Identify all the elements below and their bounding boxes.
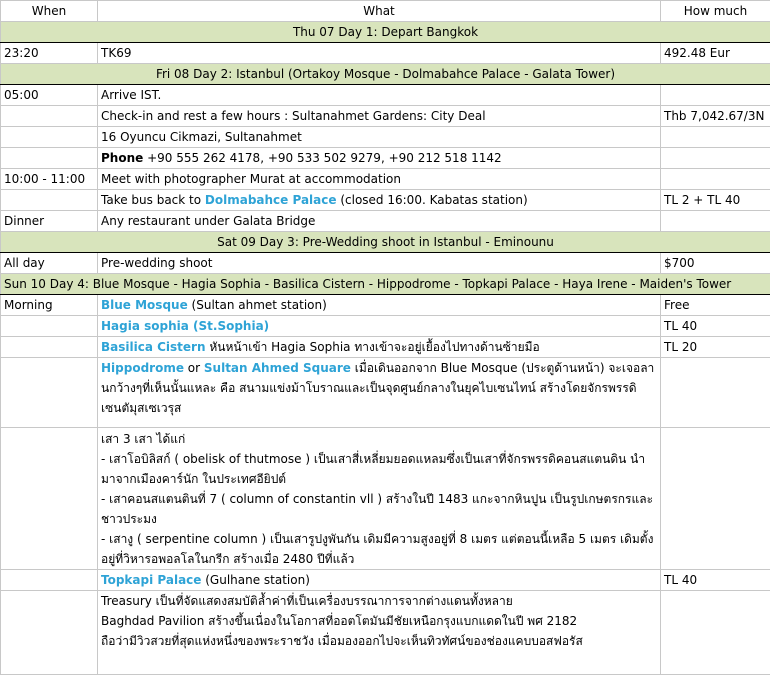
- blue-mosque-link[interactable]: Blue Mosque: [101, 298, 188, 312]
- table-row: [1, 190, 770, 211]
- text-post: เมื่อเดินออกจาก Blue Mosque (ประตูด้านหน้า) จะเจอลานกว้างๆที่เห็นนั้นแหละ คือ สนามแข่งม้าโบราณและเป็นจุดศูนย์กลางในยุคไบเซนไทน์ สร้างโดยจักรพรรดิเซนตัมุสเซเวรุส: [101, 361, 654, 415]
- text-post: หันหน้าเข้า Hagia Sophia ทางเข้าจะอยู่เยื้องไปทางด้านซ้ายมือ: [206, 340, 540, 354]
- table-row: [1, 570, 770, 591]
- cell-what[interactable]: [98, 591, 661, 675]
- cell-what[interactable]: [98, 295, 661, 316]
- day1-header-row: [1, 22, 770, 43]
- cell-what[interactable]: TK69: [98, 43, 661, 64]
- cell-cost[interactable]: 492.48 Eur: [661, 43, 770, 64]
- day3-header-row: [1, 232, 770, 253]
- cell-when[interactable]: [1, 358, 98, 428]
- cell-what[interactable]: [98, 148, 661, 169]
- cell-when[interactable]: [1, 190, 98, 211]
- cell-when[interactable]: 10:00 - 11:00: [1, 169, 98, 190]
- cell-what[interactable]: [98, 570, 661, 591]
- cell-when[interactable]: [1, 148, 98, 169]
- table-row: [1, 127, 770, 148]
- cell-what[interactable]: Pre-wedding shoot: [98, 253, 661, 274]
- cell-when[interactable]: [1, 316, 98, 337]
- cell-what[interactable]: Check-in and rest a few hours : Sultanahmet Gardens: City Deal: [98, 106, 661, 127]
- cell-when[interactable]: [1, 428, 98, 570]
- hippodrome-link[interactable]: Hippodrome: [101, 361, 184, 375]
- basilica-cistern-link[interactable]: Basilica Cistern: [101, 340, 206, 354]
- constantine-column-text: - เสาคอนสแตนตินที่ 7 ( column of constantin vll ) สร้างในปี 1483 แกะจากหินปูน เป็นรูปเกษตรกรและชาวประมง: [101, 489, 657, 529]
- table-row: [1, 428, 770, 570]
- cell-when[interactable]: All day: [1, 253, 98, 274]
- cell-cost[interactable]: [661, 85, 770, 106]
- cell-when[interactable]: [1, 570, 98, 591]
- cell-when[interactable]: [1, 106, 98, 127]
- obelisk-text: - เสาโอบิลิสก์ ( obelisk of thutmose ) เป็นเสาสี่เหลี่ยมยอดแหลมซึ่งเป็นเสาที่จักรพรรดิคอนสแตนดิน นำมาจากเมืองคาร์นัก ในประเทศอียิปต์: [101, 449, 657, 489]
- serpentine-column-text: - เสางู ( serpentine column ) เป็นเสารูปงูพันกัน เดิมมีความสูงอยู่ที่ 8 เมตร แต่ตอนนี้เหลือ 5 เมตร เดิมตั้งอยู่ที่วิหารอพอลโลในกรีก สร้างเมื่อ 2480 ปีที่แล้ว: [101, 529, 657, 569]
- cell-cost[interactable]: Thb 7,042.67/3N: [661, 106, 770, 127]
- text-mid: or: [184, 361, 204, 375]
- cell-cost[interactable]: Free: [661, 295, 770, 316]
- cell-when[interactable]: 05:00: [1, 85, 98, 106]
- cell-what[interactable]: Any restaurant under Galata Bridge: [98, 211, 661, 232]
- cell-cost[interactable]: [661, 127, 770, 148]
- table-row: [1, 148, 770, 169]
- topkapi-palace-link[interactable]: Topkapi Palace: [101, 573, 201, 587]
- cell-what[interactable]: 16 Oyuncu Cikmazi, Sultanahmet: [98, 127, 661, 148]
- cell-cost[interactable]: [661, 148, 770, 169]
- dolmabahce-link[interactable]: Dolmabahce Palace: [205, 193, 337, 207]
- phone-numbers: +90 555 262 4178, +90 533 502 9279, +90 212 518 1142: [143, 151, 501, 165]
- day2-title[interactable]: Fri 08 Day 2: Istanbul (Ortakoy Mosque - Dolmabahce Palace - Galata Tower): [1, 64, 770, 85]
- table-row: [1, 169, 770, 190]
- cell-cost[interactable]: TL 40: [661, 570, 770, 591]
- cell-cost[interactable]: [661, 591, 770, 675]
- table-row: [1, 43, 770, 64]
- table-row: [1, 106, 770, 127]
- day2-header-row: [1, 64, 770, 85]
- day4-title[interactable]: Sun 10 Day 4: Blue Mosque - Hagia Sophia - Basilica Cistern - Hippodrome - Topkapi Palace - Haya Irene - Maiden's Tower: [1, 274, 770, 295]
- cell-what[interactable]: [98, 190, 661, 211]
- cell-when[interactable]: [1, 591, 98, 675]
- cell-what[interactable]: [98, 358, 661, 428]
- cell-when[interactable]: 23:20: [1, 43, 98, 64]
- header-when[interactable]: When: [1, 1, 98, 22]
- header-row: [1, 1, 770, 22]
- cell-cost[interactable]: TL 20: [661, 337, 770, 358]
- cell-what[interactable]: [98, 316, 661, 337]
- cell-when[interactable]: [1, 127, 98, 148]
- baghdad-pavilion-text: Baghdad Pavilion สร้างขึ้นเนื่องในโอกาสที่ออตโตมันมีชัยเหนือกรุงแบกแดดในปี พศ 2182: [101, 611, 657, 631]
- day3-title[interactable]: Sat 09 Day 3: Pre-Wedding shoot in Istanbul - Eminounu: [1, 232, 770, 253]
- phone-label: Phone: [101, 151, 143, 165]
- table-row: [1, 295, 770, 316]
- table-row: [1, 316, 770, 337]
- cell-when[interactable]: Morning: [1, 295, 98, 316]
- cell-what[interactable]: Arrive IST.: [98, 85, 661, 106]
- cell-cost[interactable]: $700: [661, 253, 770, 274]
- cell-cost[interactable]: [661, 211, 770, 232]
- text-post: (Gulhane station): [201, 573, 309, 587]
- table-row: [1, 85, 770, 106]
- cell-cost[interactable]: TL 2 + TL 40: [661, 190, 770, 211]
- table-row: [1, 337, 770, 358]
- text-post: (closed 16:00. Kabatas station): [337, 193, 528, 207]
- sultan-ahmed-square-link[interactable]: Sultan Ahmed Square: [204, 361, 351, 375]
- table-row: [1, 591, 770, 675]
- cell-cost[interactable]: [661, 358, 770, 428]
- cell-when[interactable]: Dinner: [1, 211, 98, 232]
- cell-when[interactable]: [1, 337, 98, 358]
- cell-cost[interactable]: [661, 169, 770, 190]
- header-what[interactable]: What: [98, 1, 661, 22]
- cell-what[interactable]: [98, 428, 661, 570]
- text-pre: Take bus back to: [101, 193, 205, 207]
- treasury-text: Treasury เป็นที่จัดแสดงสมบัติล้ำค่าที่เป็นเครื่องบรรณาการจากต่างแดนทั้งหลาย: [101, 591, 657, 611]
- cell-what[interactable]: Meet with photographer Murat at accommodation: [98, 169, 661, 190]
- cell-what[interactable]: [98, 337, 661, 358]
- cell-cost[interactable]: TL 40: [661, 316, 770, 337]
- hagia-sophia-link[interactable]: Hagia sophia (St.Sophia): [101, 319, 269, 333]
- columns-intro: เสา 3 เสา ได้แก่: [101, 429, 657, 449]
- cell-cost[interactable]: [661, 428, 770, 570]
- table-row: [1, 253, 770, 274]
- table-row: [1, 358, 770, 428]
- table-row: [1, 211, 770, 232]
- day1-title[interactable]: Thu 07 Day 1: Depart Bangkok: [1, 22, 770, 43]
- header-how-much[interactable]: How much: [661, 1, 770, 22]
- text-post: (Sultan ahmet station): [188, 298, 327, 312]
- view-text: ถือว่ามีวิวสวยที่สุดแห่งหนึ่งของพระราชวัง เมื่อมองออกไปจะเห็นทิวทัศน์ของช่องแคบบอสฟอรัส: [101, 631, 657, 651]
- day4-header-row: [1, 274, 770, 295]
